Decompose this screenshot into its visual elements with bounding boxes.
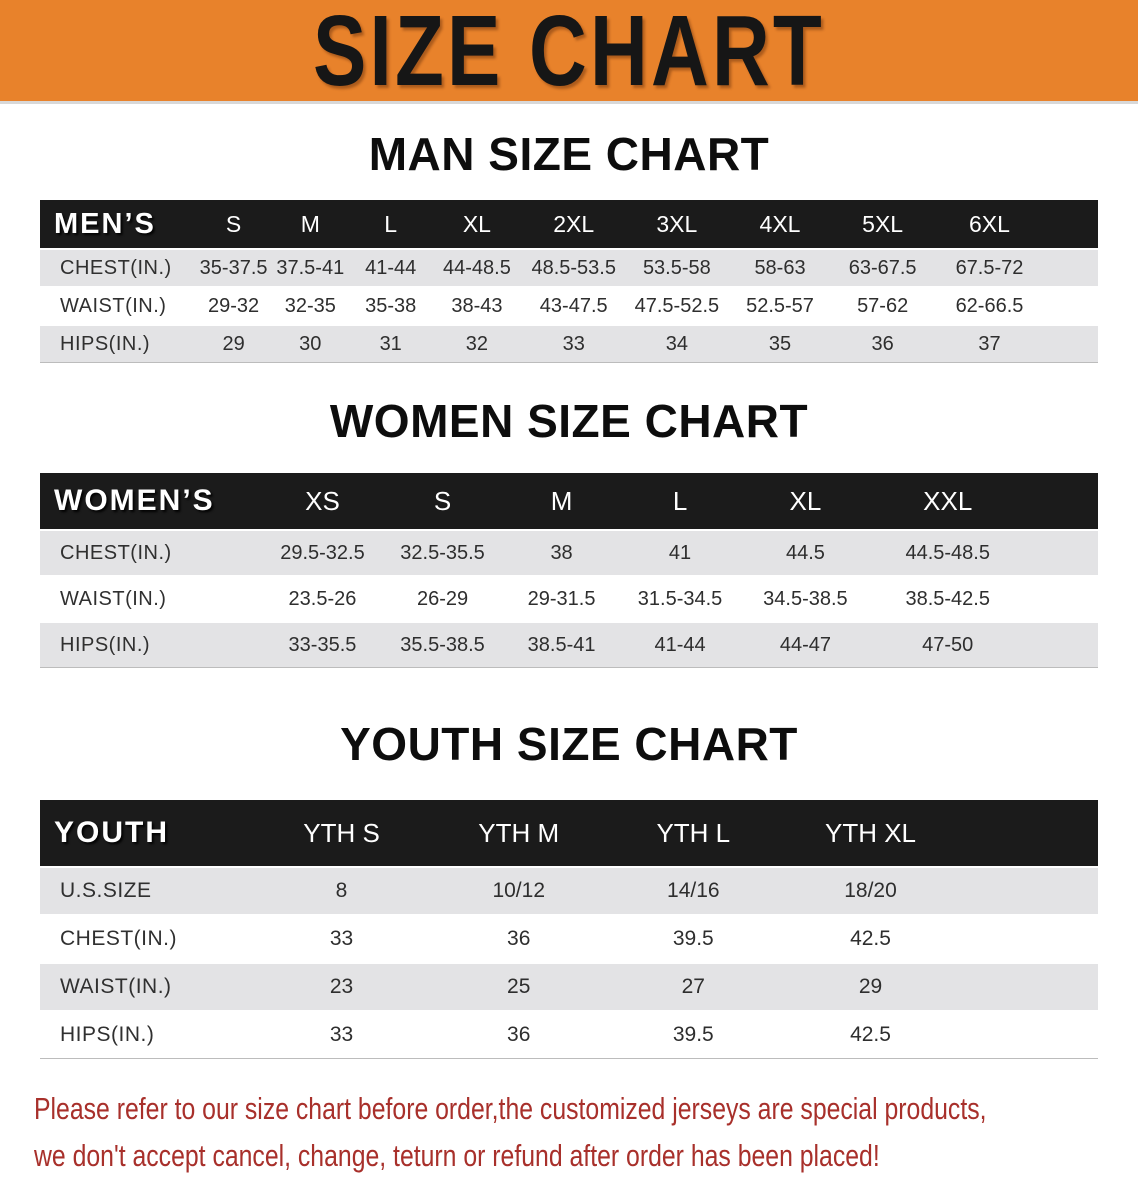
size-value-cell: 53.5-58: [642, 256, 711, 279]
size-column-header: 4XL: [729, 200, 832, 249]
size-value-cell: 33-35.5: [288, 633, 357, 656]
size-group-label: WOMEN’S: [40, 473, 262, 530]
row-spacer: [960, 867, 1098, 915]
size-value-cell: 29-31.5: [527, 587, 596, 610]
size-value-cell: 48.5-53.5: [531, 256, 616, 279]
measurement-row: [40, 622, 1098, 668]
size-value-cell: 34: [665, 332, 688, 355]
size-value-cell: 41: [668, 541, 692, 564]
size-column-header: 2XL: [522, 200, 625, 249]
footer-disclaimer-line1: Please refer to our size chart before order,the customized jerseys are special products,: [34, 1091, 987, 1126]
size-value-cell: 35-37.5: [199, 256, 268, 279]
row-spacer: [1024, 530, 1098, 576]
size-column-header: L: [350, 200, 431, 249]
size-value-cell: 44-47: [779, 633, 831, 656]
measurement-label: HIPS(IN.): [60, 633, 151, 656]
measurement-label: HIPS(IN.): [60, 1023, 155, 1046]
size-value-cell: 39.5: [672, 927, 714, 950]
banner: [0, 0, 1138, 107]
size-value-cell: 36: [507, 1023, 531, 1046]
size-value-cell: 29: [858, 975, 883, 998]
size-column-header: YTH S: [252, 800, 432, 867]
size-column-header: XL: [739, 473, 871, 530]
measurement-label: CHEST(IN.): [60, 256, 172, 279]
measurement-row: [40, 287, 1098, 325]
header-spacer: [1045, 200, 1098, 249]
size-value-cell: 41-44: [654, 633, 706, 656]
men-size-table: [40, 200, 1098, 363]
row-spacer: [1045, 325, 1098, 363]
measurement-row: [40, 867, 1098, 915]
measurement-row: [40, 915, 1098, 963]
size-value-cell: 44-48.5: [442, 256, 511, 279]
size-column-header: M: [271, 200, 350, 249]
size-value-cell: 33: [329, 1023, 354, 1046]
size-column-header: YTH L: [606, 800, 781, 867]
size-value-cell: 25: [507, 975, 531, 998]
size-column-header: XXL: [872, 473, 1024, 530]
size-value-cell: 62-66.5: [955, 294, 1024, 317]
size-value-cell: 67.5-72: [955, 256, 1024, 279]
size-value-cell: 30: [299, 332, 322, 355]
size-value-cell: 26-29: [416, 587, 469, 610]
measurement-row: [40, 530, 1098, 576]
size-value-cell: 23: [329, 975, 354, 998]
size-value-cell: 32: [465, 332, 489, 355]
size-value-cell: 14/16: [667, 879, 720, 902]
size-column-header: 5XL: [831, 200, 934, 249]
size-column-header: 6XL: [934, 200, 1045, 249]
measurement-row: [40, 576, 1098, 622]
measurement-label: WAIST(IN.): [60, 975, 172, 998]
size-value-cell: 38.5-42.5: [905, 587, 990, 610]
size-value-cell: 47-50: [922, 633, 974, 656]
size-value-cell: 37.5-41: [276, 256, 345, 279]
size-column-header: M: [502, 473, 620, 530]
youth-size-table: [40, 800, 1098, 1059]
size-column-header: S: [197, 200, 271, 249]
size-value-cell: 27: [681, 975, 705, 998]
size-value-cell: 32.5-35.5: [400, 541, 485, 564]
size-column-header: XL: [431, 200, 522, 249]
size-value-cell: 58-63: [754, 256, 806, 279]
size-value-cell: 10/12: [492, 879, 546, 902]
size-value-cell: 63-67.5: [848, 256, 917, 279]
row-spacer: [1045, 287, 1098, 325]
size-table-header-row: [40, 800, 1098, 867]
row-spacer: [1045, 249, 1098, 287]
size-value-cell: 29: [222, 332, 245, 355]
size-value-cell: 44.5-48.5: [905, 541, 990, 564]
women-section-heading: WOMEN SIZE CHART: [329, 395, 809, 447]
measurement-label: CHEST(IN.): [60, 541, 172, 564]
size-group-label: MEN’S: [40, 200, 197, 249]
row-spacer: [960, 1011, 1098, 1059]
header-spacer: [960, 800, 1098, 867]
row-spacer: [1024, 622, 1098, 668]
size-column-header: XS: [262, 473, 383, 530]
size-value-cell: 8: [335, 879, 348, 902]
size-value-cell: 36: [871, 332, 894, 355]
row-spacer: [1024, 576, 1098, 622]
size-value-cell: 37: [978, 332, 1001, 355]
footer-disclaimer-line2: we don't accept cancel, change, teturn or refund after order has been placed!: [34, 1138, 880, 1173]
men-section-heading: MAN SIZE CHART: [368, 128, 770, 180]
size-value-cell: 32-35: [284, 294, 336, 317]
size-column-header: L: [621, 473, 739, 530]
size-value-cell: 47.5-52.5: [634, 294, 720, 317]
size-value-cell: 44.5: [785, 541, 825, 564]
size-value-cell: 57-62: [857, 294, 909, 317]
measurement-row: [40, 249, 1098, 287]
men-size-section: [0, 128, 1138, 363]
size-table-header-row: [40, 473, 1098, 530]
size-value-cell: 33: [562, 332, 585, 355]
size-value-cell: 41-44: [365, 256, 417, 279]
size-value-cell: 35.5-38.5: [400, 633, 485, 656]
size-column-header: 3XL: [625, 200, 729, 249]
size-value-cell: 31: [379, 332, 402, 355]
size-value-cell: 35: [768, 332, 792, 355]
size-value-cell: 36: [507, 927, 531, 950]
measurement-row: [40, 1011, 1098, 1059]
size-value-cell: 38-43: [451, 294, 503, 317]
row-spacer: [960, 963, 1098, 1011]
measurement-row: [40, 325, 1098, 363]
size-value-cell: 38.5-41: [527, 633, 596, 656]
measurement-label: WAIST(IN.): [60, 294, 167, 317]
size-value-cell: 43-47.5: [539, 294, 608, 317]
size-value-cell: 38: [550, 541, 573, 564]
size-value-cell: 34.5-38.5: [763, 587, 848, 610]
size-value-cell: 39.5: [672, 1023, 714, 1046]
row-spacer: [960, 915, 1098, 963]
header-spacer: [1024, 473, 1098, 530]
women-size-section: [0, 395, 1138, 668]
size-value-cell: 42.5: [850, 1023, 891, 1046]
size-value-cell: 52.5-57: [746, 294, 814, 317]
size-value-cell: 18/20: [844, 879, 897, 902]
page-title: SIZE CHART: [313, 0, 825, 107]
size-table-header-row: [40, 200, 1098, 249]
measurement-label: HIPS(IN.): [60, 332, 151, 355]
size-chart-content: [0, 128, 1138, 1179]
size-value-cell: 33: [329, 927, 354, 950]
women-size-table: [40, 473, 1098, 668]
size-value-cell: 42.5: [850, 927, 891, 950]
size-value-cell: 29-32: [208, 294, 260, 317]
measurement-label: WAIST(IN.): [60, 587, 167, 610]
size-column-header: YTH M: [431, 800, 606, 867]
measurement-label: CHEST(IN.): [60, 927, 177, 950]
size-column-header: YTH XL: [781, 800, 961, 867]
size-value-cell: 31.5-34.5: [637, 587, 723, 610]
footer-disclaimer: [34, 1085, 1138, 1179]
size-column-header: S: [383, 473, 503, 530]
measurement-row: [40, 963, 1098, 1011]
youth-size-section: [0, 718, 1138, 1059]
youth-section-heading: YOUTH SIZE CHART: [340, 718, 798, 770]
size-value-cell: 35-38: [365, 294, 417, 317]
measurement-label: U.S.SIZE: [60, 879, 152, 902]
size-value-cell: 23.5-26: [288, 587, 357, 610]
size-group-label: YOUTH: [40, 800, 252, 867]
size-value-cell: 29.5-32.5: [280, 541, 365, 564]
